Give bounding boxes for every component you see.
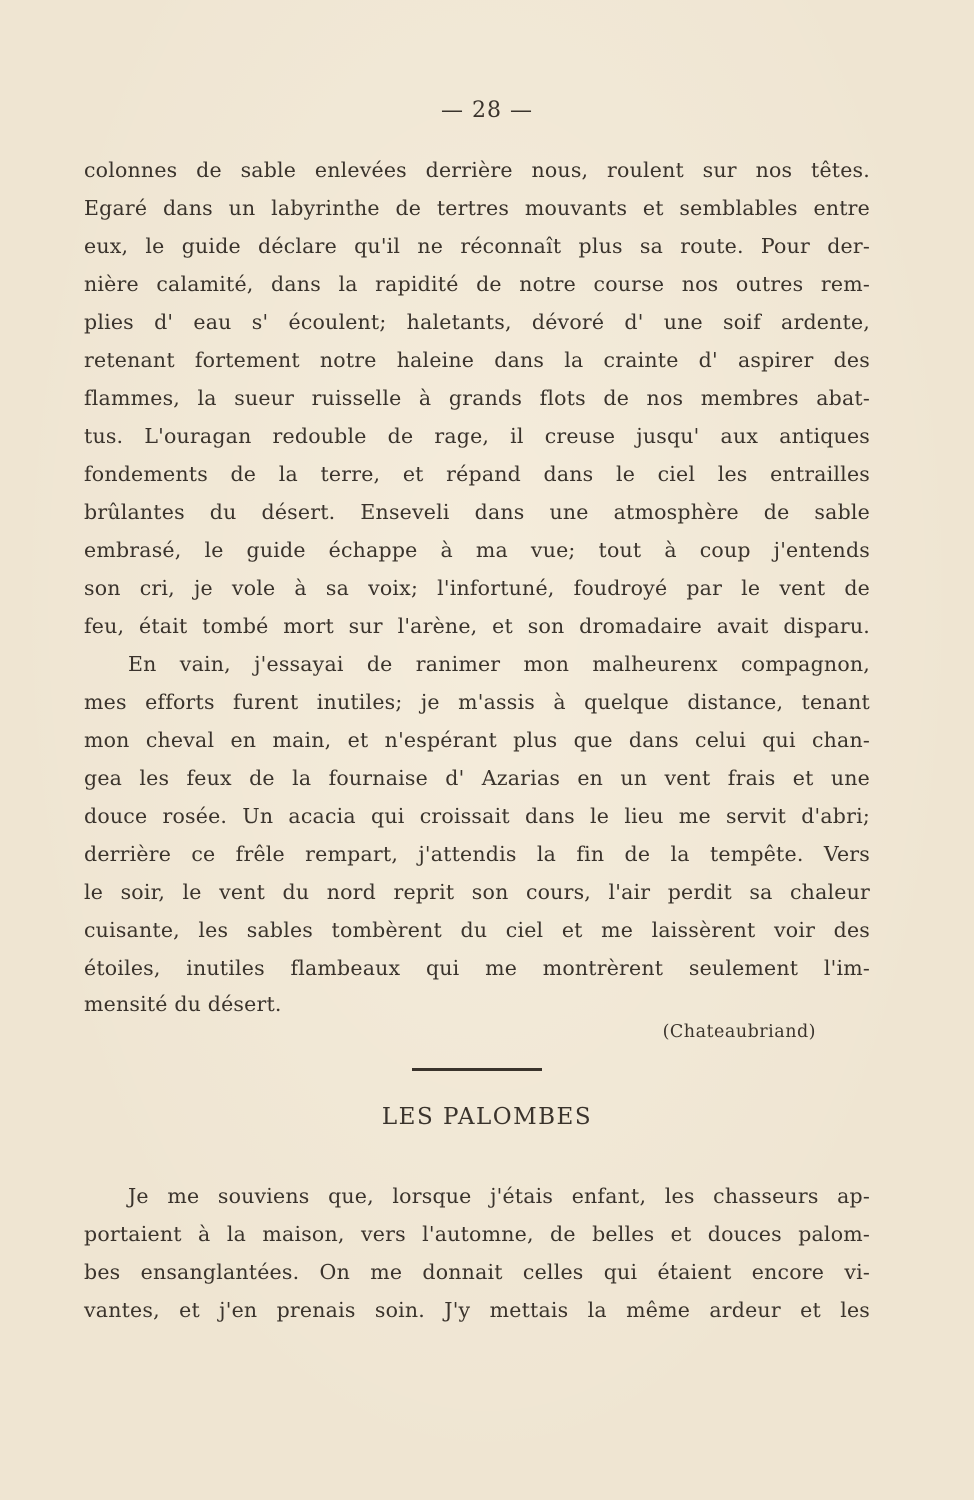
page-number: — 28 —	[441, 98, 533, 123]
text-line: douce rosée. Un acacia qui croissait dans le lieu me servit d'abri;	[84, 804, 870, 828]
text-line: cuisante, les sables tombèrent du ciel et me laissèrent voir des	[84, 918, 870, 942]
text-line: portaient à la maison, vers l'automne, de belles et douces palom-	[84, 1222, 870, 1246]
text-line: gea les feux de la fournaise d' Azarias en un vent frais et une	[84, 766, 870, 790]
text-line: En vain, j'essayai de ranimer mon malheurenx compagnon,	[128, 652, 870, 676]
text-line: Egaré dans un labyrinthe de tertres mouvants et semblables entre	[84, 196, 870, 220]
text-line: flammes, la sueur ruisselle à grands flots de nos membres abat-	[84, 386, 870, 410]
text-line: colonnes de sable enlevées derrière nous, roulent sur nos têtes.	[84, 158, 870, 182]
text-line: plies d' eau s' écoulent; haletants, dévoré d' une soif ardente,	[84, 310, 870, 334]
text-line: derrière ce frêle rempart, j'attendis la fin de la tempête. Vers	[84, 842, 870, 866]
text-line: mes efforts furent inutiles; je m'assis à quelque distance, tenant	[84, 690, 870, 714]
text-line: brûlantes du désert. Enseveli dans une atmosphère de sable	[84, 500, 870, 524]
text-line: bes ensanglantées. On me donnait celles qui étaient encore vi-	[84, 1260, 870, 1284]
attribution: (Chateaubriand)	[662, 1022, 816, 1042]
text-line: tus. L'ouragan redouble de rage, il creuse jusqu' aux antiques	[84, 424, 870, 448]
text-line: eux, le guide déclare qu'il ne réconnaît plus sa route. Pour der-	[84, 234, 870, 258]
text-line: Je me souviens que, lorsque j'étais enfant, les chasseurs ap-	[128, 1184, 870, 1208]
text-line: embrasé, le guide échappe à ma vue; tout à coup j'entends	[84, 538, 870, 562]
text-line: étoiles, inutiles flambeaux qui me montrèrent seulement l'im-	[84, 956, 870, 980]
section-divider	[412, 1068, 542, 1071]
text-line: mon cheval en main, et n'espérant plus que dans celui qui chan-	[84, 728, 870, 752]
text-line: nière calamité, dans la rapidité de notre course nos outres rem-	[84, 272, 870, 296]
section-title: LES PALOMBES	[381, 1104, 593, 1130]
text-line: le soir, le vent du nord reprit son cours, l'air perdit sa chaleur	[84, 880, 870, 904]
text-line: retenant fortement notre haleine dans la crainte d' aspirer des	[84, 348, 870, 372]
text-line: mensité du désert.	[84, 992, 282, 1016]
text-line: fondements de la terre, et répand dans le ciel les entrailles	[84, 462, 870, 486]
text-line: son cri, je vole à sa voix; l'infortuné, foudroyé par le vent de	[84, 576, 870, 600]
text-line: vantes, et j'en prenais soin. J'y mettais la même ardeur et les	[84, 1298, 870, 1322]
text-line: feu, était tombé mort sur l'arène, et son dromadaire avait disparu.	[84, 614, 870, 638]
